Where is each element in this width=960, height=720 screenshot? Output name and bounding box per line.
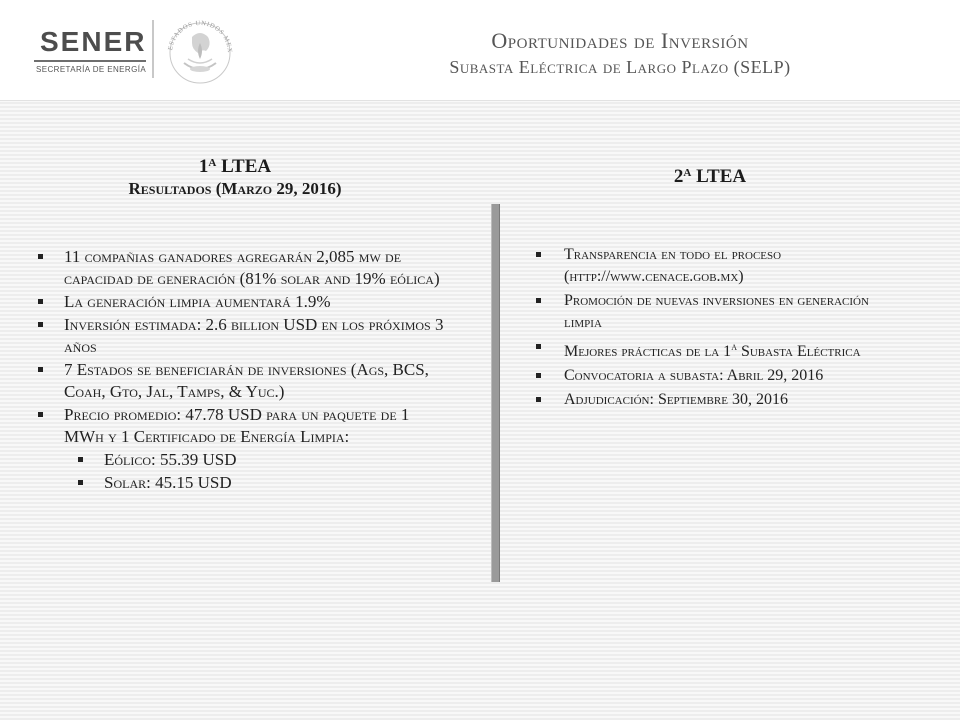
bullet-icon: [38, 412, 43, 417]
list-item: Precio promedio: 47.78 USD para un paquete de 1 MWh y 1 Certificado de Energía Limpia:: [38, 404, 448, 448]
column-divider: [491, 204, 500, 582]
right-bullet-list: [536, 244, 896, 413]
list-item: Convocatoria a subasta: Abril 29, 2016: [536, 365, 896, 387]
list-item: 11 compañias ganadores agregarán 2,085 mw de capacidad de generación (81% solar and 19% eólica): [38, 246, 448, 290]
right-column-title: $2^A$ LTEA: [673, 166, 747, 187]
bullet-icon: [38, 299, 43, 304]
list-item: Mejores prácticas de la 1$^a$ Subasta Eléctrica: [536, 336, 896, 363]
bullet-icon: [536, 344, 541, 349]
list-item: Inversión estimada: 2.6 billion USD en los próximos 3 años: [38, 314, 448, 358]
sub-list-item: Eólico: 55.39 USD: [78, 449, 448, 471]
logo-subtitle: SECRETARÍA DE ENERGÍA: [36, 65, 147, 74]
bullet-icon: [78, 457, 83, 462]
bullet-icon: [536, 298, 541, 303]
header-titles: [360, 28, 880, 78]
seal-legend: ESTADOS UNIDOS MEX: [167, 19, 234, 54]
sener-logo: [28, 24, 158, 74]
left-column-title: $1^A$ LTEA: [198, 156, 272, 177]
left-bullet-list: [38, 246, 448, 495]
left-column-subtitle: Resultados (Marzo 29, 2016): [128, 179, 342, 198]
bullet-icon: [536, 397, 541, 402]
national-seal-icon: [162, 13, 238, 85]
page-subtitle: Subasta Eléctrica de Largo Plazo (SELP): [449, 57, 791, 77]
bullet-icon: [38, 322, 43, 327]
bullet-icon: [536, 373, 541, 378]
list-item: Promoción de nuevas inversiones en generación limpia: [536, 290, 896, 334]
logo-underline: [34, 60, 146, 62]
bullet-icon: [536, 252, 541, 257]
logo-divider: [152, 20, 154, 78]
header-bar: [0, 0, 960, 101]
bullet-icon: [38, 367, 43, 372]
list-item: La generación limpia aumentará 1.9%: [38, 291, 448, 313]
page-title: Oportunidades de Inversión: [491, 28, 749, 53]
bullet-icon: [78, 480, 83, 485]
logo-name: SENER: [40, 26, 147, 57]
left-column-header: [80, 152, 390, 200]
list-item: Adjudicación: Septiembre 30, 2016: [536, 389, 896, 411]
list-item: Transparencia en todo el proceso (http://www.cenace.gob.mx): [536, 244, 896, 288]
bullet-icon: [38, 254, 43, 259]
list-item: 7 Estados se beneficiarán de inversiones (Ags, BCS, Coah, Gto, Jal, Tamps, & Yuc.): [38, 359, 448, 403]
sub-list-item: Solar: 45.15 USD: [78, 472, 448, 494]
right-column-header: [560, 166, 860, 188]
